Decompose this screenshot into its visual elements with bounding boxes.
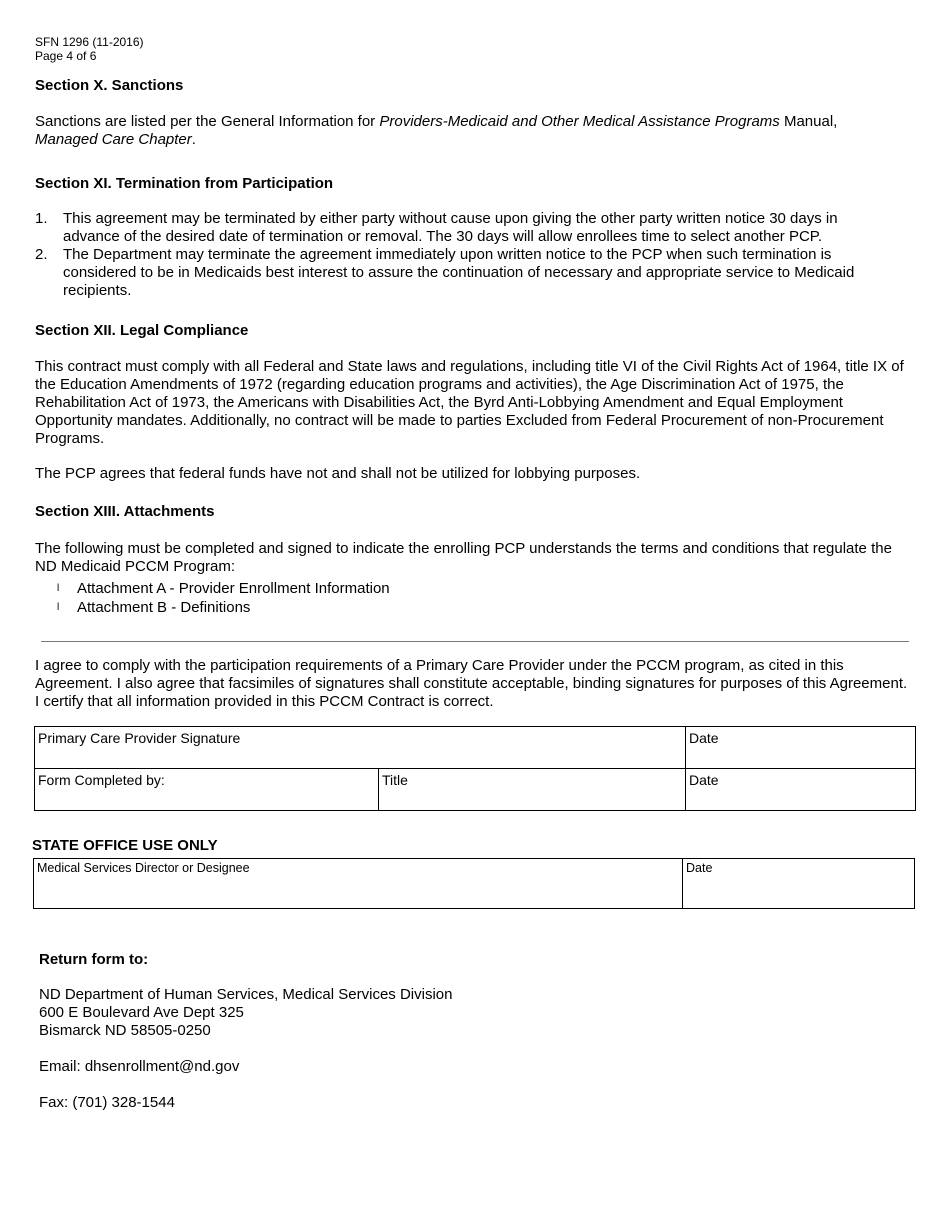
- section-x-heading: Section X. Sanctions: [35, 77, 184, 94]
- attachments-intro: The following must be completed and signed to indicate the enrolling PCP understands the terms and conditions that regulate the ND Medicaid PCCM Program:: [35, 540, 892, 575]
- legal-compliance-paragraph: This contract must comply with all Federal and State laws and regulations, including title VI of the Civil Rights Act of 1964, title IX of the Education Amendments of 1972 (regarding education programs and activities), the Age Discrimination Act of 1975, the Rehabilitation Act of 1973, the Americans with Disabilities Act, the Byrd Anti-Lobbying Amendment and Equal Employment Opportunity mandates. Additionally, no contract will be made to parties Excluded from Federal Procurement of non-Procurement Programs.: [35, 358, 904, 447]
- section-x-text-pre: Sanctions are listed per the General Information for: [35, 113, 380, 130]
- return-address: [39, 986, 452, 1040]
- bullet-icon: l: [57, 602, 60, 613]
- divider: [41, 641, 909, 642]
- return-form-heading: Return form to:: [39, 951, 149, 968]
- director-signature-field[interactable]: [34, 859, 683, 909]
- date-label: Date: [686, 861, 713, 875]
- section-xi-heading: Section XI. Termination from Participation: [35, 175, 334, 192]
- section-xiii-heading: Section XIII. Attachments: [35, 503, 215, 520]
- completion-date-field[interactable]: [686, 769, 916, 811]
- address-line: 600 E Boulevard Ave Dept 325: [39, 1004, 244, 1021]
- address-line: ND Department of Human Services, Medical Services Division: [39, 986, 453, 1003]
- chapter-title: Managed Care Chapter: [35, 131, 192, 148]
- director-label: Medical Services Director or Designee: [37, 861, 250, 875]
- address-line: Bismarck ND 58505-0250: [39, 1022, 211, 1039]
- signature-date-field[interactable]: [686, 727, 916, 769]
- manual-title: Providers-Medicaid and Other Medical Assistance Programs: [379, 113, 780, 130]
- form-completed-by-field[interactable]: [35, 769, 379, 811]
- date-label: Date: [689, 730, 719, 746]
- pcp-signature-field[interactable]: [35, 727, 686, 769]
- form-header: [35, 35, 144, 63]
- list-item-text: This agreement may be terminated by either party without cause upon giving the other party written notice 30 days in advance of the desired date of termination or removal. The 30 days will allow enrollees time to select another PCP.: [63, 210, 838, 245]
- state-office-heading: STATE OFFICE USE ONLY: [32, 837, 218, 854]
- page-number: Page 4 of 6: [35, 49, 97, 63]
- attachment-item: Attachment B - Definitions: [77, 599, 251, 616]
- section-x-text-end: .: [191, 131, 196, 148]
- signature-table: [34, 726, 916, 811]
- title-label: Title: [382, 772, 408, 788]
- title-field[interactable]: [379, 769, 686, 811]
- state-office-table: [33, 858, 915, 909]
- section-x-text: [35, 113, 915, 149]
- attachment-item: Attachment A - Provider Enrollment Information: [77, 580, 390, 597]
- form-completed-by-label: Form Completed by:: [38, 772, 165, 788]
- lobbying-paragraph: The PCP agrees that federal funds have not and shall not be utilized for lobbying purposes.: [35, 465, 641, 482]
- state-date-field[interactable]: [683, 859, 915, 909]
- list-item-text: The Department may terminate the agreement immediately upon written notice to the PCP when such termination is considered to be in Medicaids best interest to assure the continuation of necessary and appropriate service to Medicaid recipients.: [63, 246, 855, 299]
- pcp-signature-label: Primary Care Provider Signature: [38, 730, 241, 746]
- date-label: Date: [689, 772, 719, 788]
- return-fax: Fax: (701) 328-1544: [39, 1094, 175, 1111]
- list-item-number: 2.: [35, 246, 48, 263]
- bullet-icon: l: [57, 583, 60, 594]
- return-email: Email: dhsenrollment@nd.gov: [39, 1058, 240, 1075]
- form-id: SFN 1296 (11-2016): [35, 35, 144, 49]
- section-xii-heading: Section XII. Legal Compliance: [35, 322, 249, 339]
- list-item-number: 1.: [35, 210, 48, 227]
- section-x-text-mid: Manual,: [779, 113, 838, 130]
- agreement-statement: I agree to comply with the participation requirements of a Primary Care Provider under the PCCM program, as cited in this Agreement. I also agree that facsimiles of signatures shall constitute acceptable, binding signatures for purposes of this Agreement. I certify that all information provided in this PCCM Contract is correct.: [35, 657, 908, 710]
